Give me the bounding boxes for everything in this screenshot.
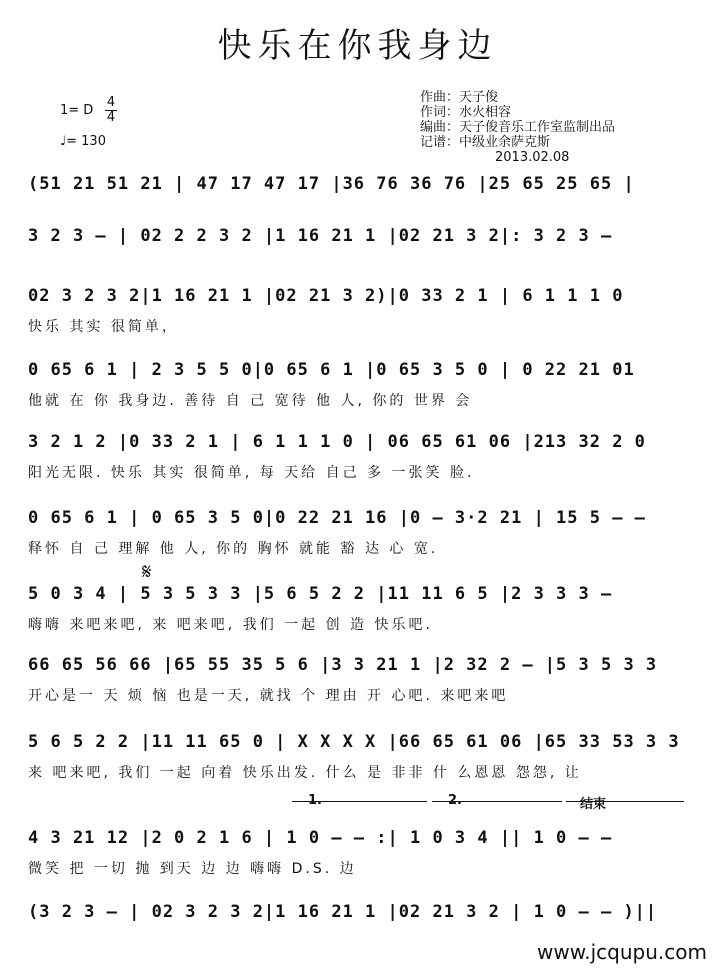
notation-row: (51 21 51 21 | 47 17 47 17 |36 76 36 76 |25 65 25 65 | <box>28 174 635 194</box>
notation-row: 5 6 5 2 2 |11 11 65 0 | X X X X |66 65 61 06 |65 33 53 3 3 <box>28 732 680 752</box>
key-signature: 1= D <box>60 103 94 118</box>
score-line <box>28 508 688 557</box>
notation-row: 3 2 3 – | 02 2 2 3 2 |1 16 21 1 |02 21 3 2|: 3 2 3 – <box>28 226 613 246</box>
lyrics-row: 阳光无限. 快乐 其实 很简单, 每 天给 自己 多 一张笑 脸. <box>28 465 475 481</box>
score-line <box>28 732 688 781</box>
transcriber-credit: 记谱：中级业余萨克斯 <box>420 135 551 150</box>
lyrics-row: 他就 在 你 我身边. 善待 自 己 宽待 他 人, 你的 世界 会 <box>28 393 473 409</box>
volta-first: 1. <box>308 793 322 808</box>
notation-row: 02 3 2 3 2|1 16 21 1 |02 21 3 2)|0 33 2 1 | 6 1 1 1 0 <box>28 286 624 306</box>
lyrics-row: 快乐 其实 很简单， <box>28 319 179 335</box>
notation-row: 0 65 6 1 | 0 65 3 5 0|0 22 21 16 |0 – 3·2 21 | 15 5 – – <box>28 508 646 528</box>
notation-row: (3 2 3 – | 02 3 2 3 2|1 16 21 1 |02 21 3 2 | 1 0 – – )|| <box>28 902 658 922</box>
score-line <box>28 584 688 633</box>
notation-row: 3 2 1 2 |0 33 2 1 | 6 1 1 1 0 | 06 65 61 06 |213 32 2 0 <box>28 432 646 452</box>
lyrics-row: 开心是一 天 烦 恼 也是一天, 就找 个 理由 开 心吧. 来吧来吧 <box>28 688 509 704</box>
lyricist-credit: 作词：水火相容 <box>420 105 512 120</box>
notation-row: 5 0 3 4 | 5 3 5 3 3 |5 6 5 2 2 |11 11 6 5 |2 3 3 3 – <box>28 584 613 604</box>
score-line <box>28 174 688 208</box>
notation-row: 0 65 6 1 | 2 3 5 5 0|0 65 6 1 |0 65 3 5 0 | 0 22 21 01 <box>28 360 635 380</box>
tempo-marking: ♩= 130 <box>60 134 106 149</box>
score-line <box>28 902 688 936</box>
score-line <box>28 360 688 409</box>
watermark: www.jcqupu.com <box>537 940 707 964</box>
lyrics-row: 来 吧来吧, 我们 一起 向着 快乐出发. 什么 是 非非 什 么恩恩 怨怨, 让 <box>28 765 582 781</box>
credits-block <box>420 90 615 165</box>
notation-row: 4 3 21 12 |2 0 2 1 6 | 1 0 – – :| 1 0 3 4 || 1 0 – – <box>28 828 613 848</box>
score-line <box>28 828 688 877</box>
segno-sign: 𝄋 <box>142 560 152 585</box>
volta-brackets <box>0 795 715 815</box>
arranger-credit: 编曲：天子俊音乐工作室监制出品 <box>420 120 616 135</box>
lyrics-row: 嗨嗨 来吧来吧, 来 吧来吧, 我们 一起 创 造 快乐吧. <box>28 617 433 633</box>
score-line <box>28 432 688 481</box>
volta-end: 结束 <box>580 797 607 812</box>
composer-credit: 作曲：天子俊 <box>420 90 499 105</box>
time-signature: 4 4 <box>106 95 116 125</box>
notation-row: 66 65 56 66 |65 55 35 5 6 |3 3 21 1 |2 32 2 – |5 3 5 3 3 <box>28 655 658 675</box>
lyrics-row: 微笑 把 一切 抛 到天 边 边 嗨嗨 D.S. 边 <box>28 861 357 877</box>
score-line <box>28 655 688 704</box>
volta-second: 2. <box>448 793 462 808</box>
song-title: 快乐在你我身边 <box>217 26 498 66</box>
score-line <box>28 286 688 335</box>
date-credit: 2013.02.08 <box>495 150 570 165</box>
lyrics-row: 释怀 自 己 理解 他 人, 你的 胸怀 就能 豁 达 心 宽. <box>28 541 439 557</box>
score-line <box>28 226 688 260</box>
